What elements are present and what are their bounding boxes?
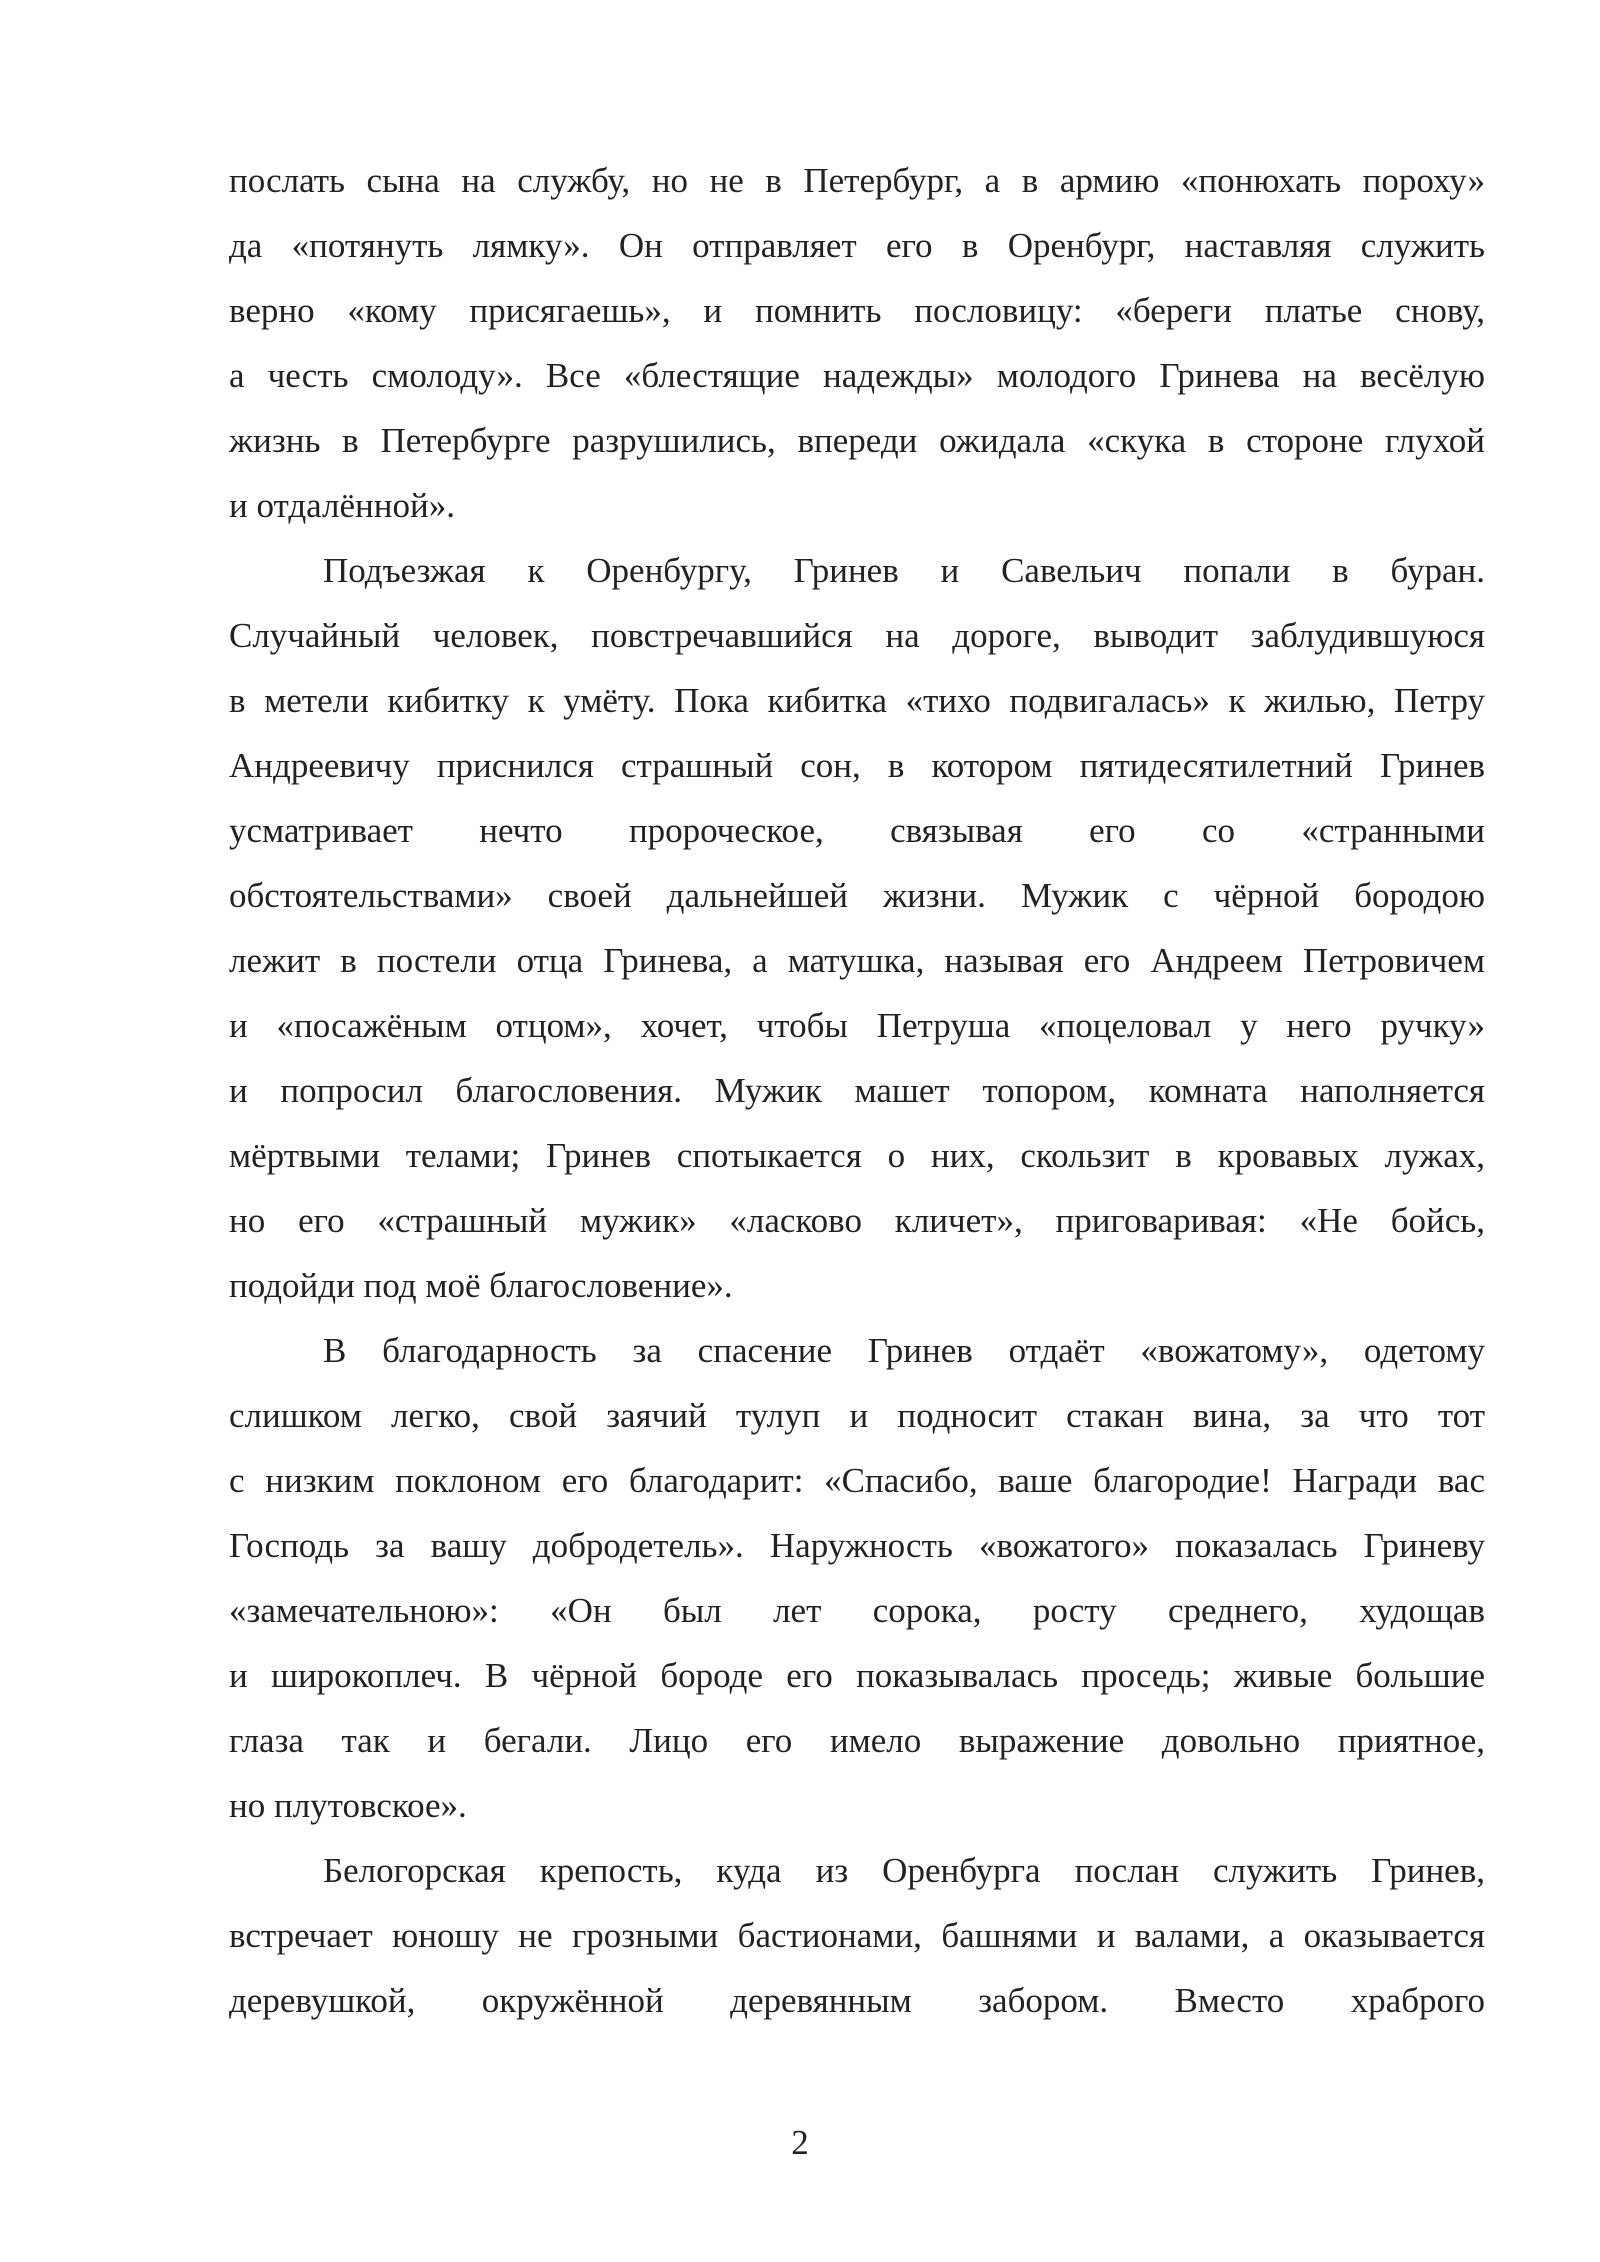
text-line: с низким поклоном его благодарит: «Спасибо, ваше благородие! Награди вас (229, 1461, 1485, 1500)
text-line: да «потянуть лямку». Он отправляет его в Оренбург, наставляя служить (229, 226, 1485, 265)
page-number: 2 (791, 2123, 809, 2162)
text-line: и «посажёным отцом», хочет, чтобы Петруша «поцеловал у него ручку» (229, 1006, 1485, 1045)
text-line: деревушкой, окружённой деревянным забором. Вместо храброго (229, 1981, 1485, 2020)
text-line: а честь смолоду». Все «блестящие надежды» молодого Гринева на весёлую (229, 356, 1485, 395)
text-line: послать сына на службу, но не в Петербург, а в армию «понюхать пороху» (229, 161, 1485, 200)
text-line: Случайный человек, повстречавшийся на дороге, выводит заблудившуюся (229, 616, 1485, 655)
text-line: Андреевичу приснился страшный сон, в котором пятидесятилетний Гринев (229, 746, 1485, 785)
text-line: глаза так и бегали. Лицо его имело выражение довольно приятное, (229, 1721, 1485, 1760)
text-line: жизнь в Петербурге разрушились, впереди ожидала «скука в стороне глухой (229, 421, 1485, 460)
text-line: в метели кибитку к умёту. Пока кибитка «тихо подвигалась» к жилью, Петру (229, 681, 1485, 720)
text-line: В благодарность за спасение Гринев отдаёт «вожатому», одетому (323, 1331, 1485, 1370)
body-text (229, 148, 1485, 2033)
text-line: подойди под моё благословение». (229, 1266, 733, 1305)
text-line: но его «страшный мужик» «ласково кличет», приговаривая: «Не бойсь, (229, 1201, 1485, 1240)
text-line: встречает юношу не грозными бастионами, башнями и валами, а оказывается (229, 1916, 1485, 1955)
text-line: и широкоплеч. В чёрной бороде его показывалась проседь; живые большие (229, 1656, 1485, 1695)
text-line: «замечательною»: «Он был лет сорока, росту среднего, худощав (229, 1591, 1485, 1630)
text-line: усматривает нечто пророческое, связывая его со «странными (229, 811, 1485, 850)
text-line: Господь за вашу добродетель». Наружность «вожатого» показалась Гриневу (229, 1526, 1485, 1565)
text-line: Белогорская крепость, куда из Оренбурга послан служить Гринев, (323, 1851, 1485, 1890)
text-line: слишком легко, свой заячий тулуп и подносит стакан вина, за что тот (229, 1396, 1485, 1435)
text-line: мёртвыми телами; Гринев спотыкается о них, скользит в кровавых лужах, (229, 1136, 1485, 1175)
text-line: и отдалённой». (229, 486, 455, 525)
paragraph (229, 538, 1485, 1318)
text-line: лежит в постели отца Гринева, а матушка, называя его Андреем Петровичем (229, 941, 1485, 980)
paragraph (229, 148, 1485, 538)
text-line: Подъезжая к Оренбургу, Гринев и Савельич попали в буран. (323, 551, 1485, 590)
text-line: и попросил благословения. Мужик машет топором, комната наполняется (229, 1071, 1485, 1110)
text-line: обстоятельствами» своей дальнейшей жизни. Мужик с чёрной бородою (229, 876, 1485, 915)
text-line: но плутовское». (229, 1786, 467, 1825)
paragraph (229, 1838, 1485, 2033)
paragraph (229, 1318, 1485, 1838)
text-line: верно «кому присягаешь», и помнить пословицу: «береги платье снову, (229, 291, 1485, 330)
